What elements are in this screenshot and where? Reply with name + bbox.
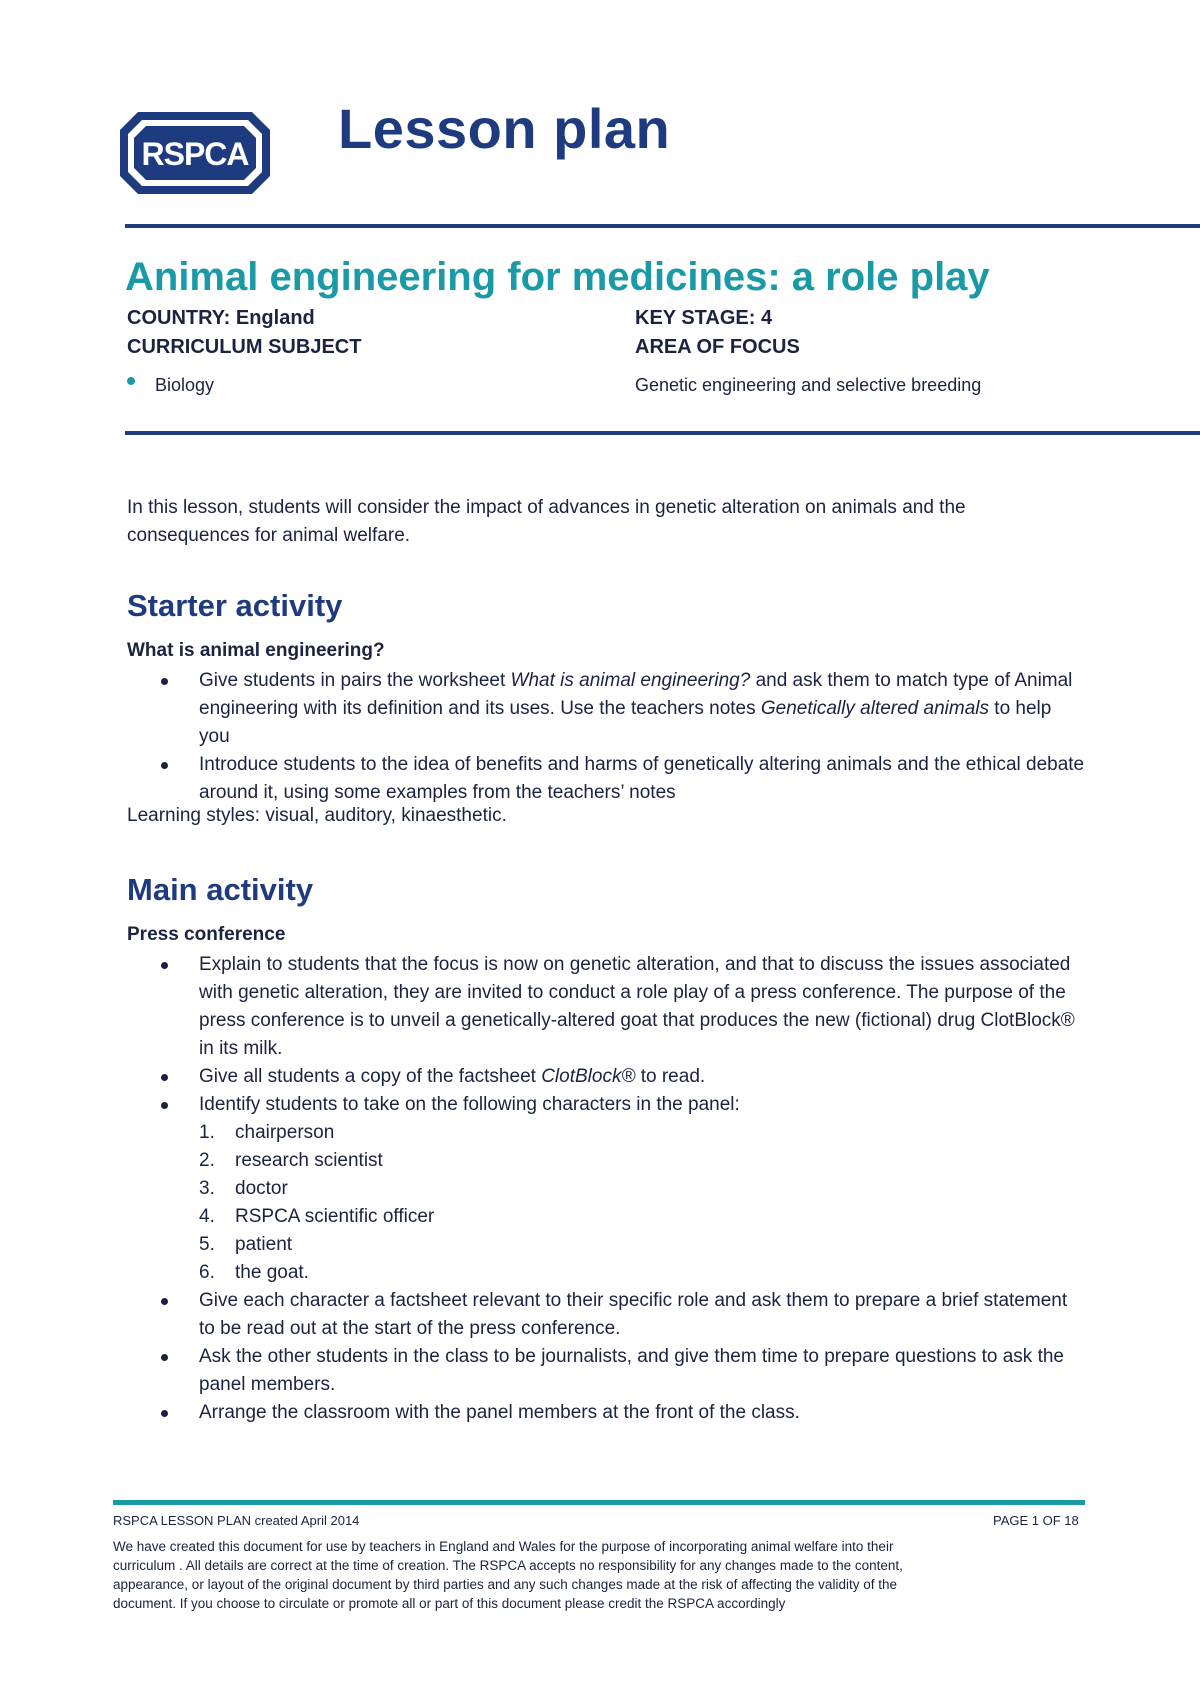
starter-heading: Starter activity — [127, 588, 343, 623]
list-number: 6. — [199, 1262, 215, 1283]
bullet-icon — [127, 377, 135, 385]
character-label: doctor — [235, 1178, 288, 1199]
curriculum-subject-label: CURRICULUM SUBJECT — [127, 336, 362, 358]
lesson-title: Animal engineering for medicines: a role play — [125, 255, 990, 299]
intro-paragraph: In this lesson, students will consider the impact of advances in genetic alteration on animals and the consequences for animal welfare. — [127, 497, 966, 546]
page-title: Lesson plan — [338, 97, 671, 160]
character-item — [199, 1203, 1087, 1231]
list-number: 2. — [199, 1150, 215, 1171]
logo-text: RSPCA — [141, 136, 249, 172]
character-label: chairperson — [235, 1122, 335, 1143]
item-text: Give all students a copy of the factsheet — [199, 1066, 542, 1087]
character-item — [199, 1147, 1087, 1175]
item-text: Ask the other students in the class to be journalists, and give them time to prepare questions to ask the panel members. — [199, 1346, 1064, 1395]
character-label: RSPCA scientific officer — [235, 1206, 435, 1227]
item-text: Explain to students that the focus is now on genetic alteration, and that to discuss the issues associated with genetic alteration, they are invited to conduct a role play of a press conference. The purpose of the press conference is to unveil a genetically-altered goat that produces the new (fictional) drug ClotBlock® in its milk. — [199, 954, 1075, 1059]
bullet-icon — [161, 762, 168, 769]
item-text: Give each character a factsheet relevant to their specific role and ask them to prepare a brief statement to be read out at the start of the press conference. — [199, 1290, 1068, 1339]
bullet-icon — [161, 1074, 168, 1081]
footer-created: RSPCA LESSON PLAN created April 2014 — [113, 1513, 360, 1528]
bullet-icon — [161, 1410, 168, 1417]
list-number: 3. — [199, 1178, 215, 1199]
bullet-icon — [161, 1298, 168, 1305]
character-item — [199, 1175, 1087, 1203]
item-text: Identify students to take on the following characters in the panel: — [199, 1094, 740, 1115]
item-text: Arrange the classroom with the panel members at the front of the class. — [199, 1402, 800, 1423]
character-item — [199, 1231, 1087, 1259]
list-number: 1. — [199, 1122, 215, 1143]
item-text: and ask them to match type of Animal engineering with its definition and its uses. Use the teachers notes — [199, 670, 1073, 719]
factsheet-title: ClotBlock® — [541, 1066, 636, 1087]
list-item — [127, 1287, 1087, 1343]
starter-subheading: What is animal engineering? — [127, 640, 385, 661]
footer-divider — [113, 1500, 1085, 1505]
bullet-icon — [161, 1354, 168, 1361]
bullet-icon — [161, 678, 168, 685]
item-text: Introduce students to the idea of benefits and harms of genetically altering animals and the ethical debate around it, using some examples from the teachers’ notes — [199, 754, 1085, 803]
section-divider — [125, 431, 1200, 435]
page-number: PAGE 1 OF 18 — [993, 1513, 1079, 1528]
list-item — [127, 1063, 1087, 1091]
character-label: the goat. — [235, 1262, 309, 1283]
list-item — [127, 667, 1087, 751]
country-label: COUNTRY: England — [127, 307, 315, 329]
character-label: research scientist — [235, 1150, 383, 1171]
list-item — [127, 1399, 1087, 1427]
main-subheading: Press conference — [127, 924, 286, 945]
item-text: Give students in pairs the worksheet — [199, 670, 511, 691]
main-heading: Main activity — [127, 872, 314, 907]
item-text: to help you — [199, 698, 1052, 747]
list-item — [127, 951, 1087, 1063]
item-text: to read. — [635, 1066, 706, 1087]
disclaimer: We have created this document for use by teachers in England and Wales for the purpose of incorporating animal welfare into their curriculum . All details are correct at the time of creation. The RSPCA accepts no responsibility for any changes made to the content, appearance, or layout of the original document by third parties and any such changes made at the risk of affecting the validity of the document. If you choose to circulate or promote all or part of this document please credit the RSPCA accordingly — [113, 1539, 903, 1611]
bullet-icon — [161, 1102, 168, 1109]
characters-list — [199, 1119, 1087, 1287]
subject-value: Biology — [155, 375, 215, 395]
main-list — [127, 951, 1087, 1427]
list-item — [127, 1091, 1087, 1287]
worksheet-title: What is animal engineering? — [510, 670, 751, 691]
list-item — [127, 751, 1087, 807]
character-item — [199, 1259, 1087, 1287]
list-number: 4. — [199, 1206, 215, 1227]
list-number: 5. — [199, 1234, 215, 1255]
character-label: patient — [235, 1234, 293, 1255]
focus-value: Genetic engineering and selective breeding — [635, 375, 982, 395]
list-item — [127, 1343, 1087, 1399]
learning-styles: Learning styles: visual, auditory, kinaesthetic. — [127, 805, 507, 826]
rspca-logo — [116, 108, 274, 198]
notes-title: Genetically altered animals — [760, 698, 990, 719]
starter-list — [127, 667, 1087, 807]
key-stage-label: KEY STAGE: 4 — [635, 307, 773, 329]
header-divider — [125, 224, 1200, 228]
area-of-focus-label: AREA OF FOCUS — [635, 336, 800, 358]
character-item — [199, 1119, 1087, 1147]
bullet-icon — [161, 962, 168, 969]
